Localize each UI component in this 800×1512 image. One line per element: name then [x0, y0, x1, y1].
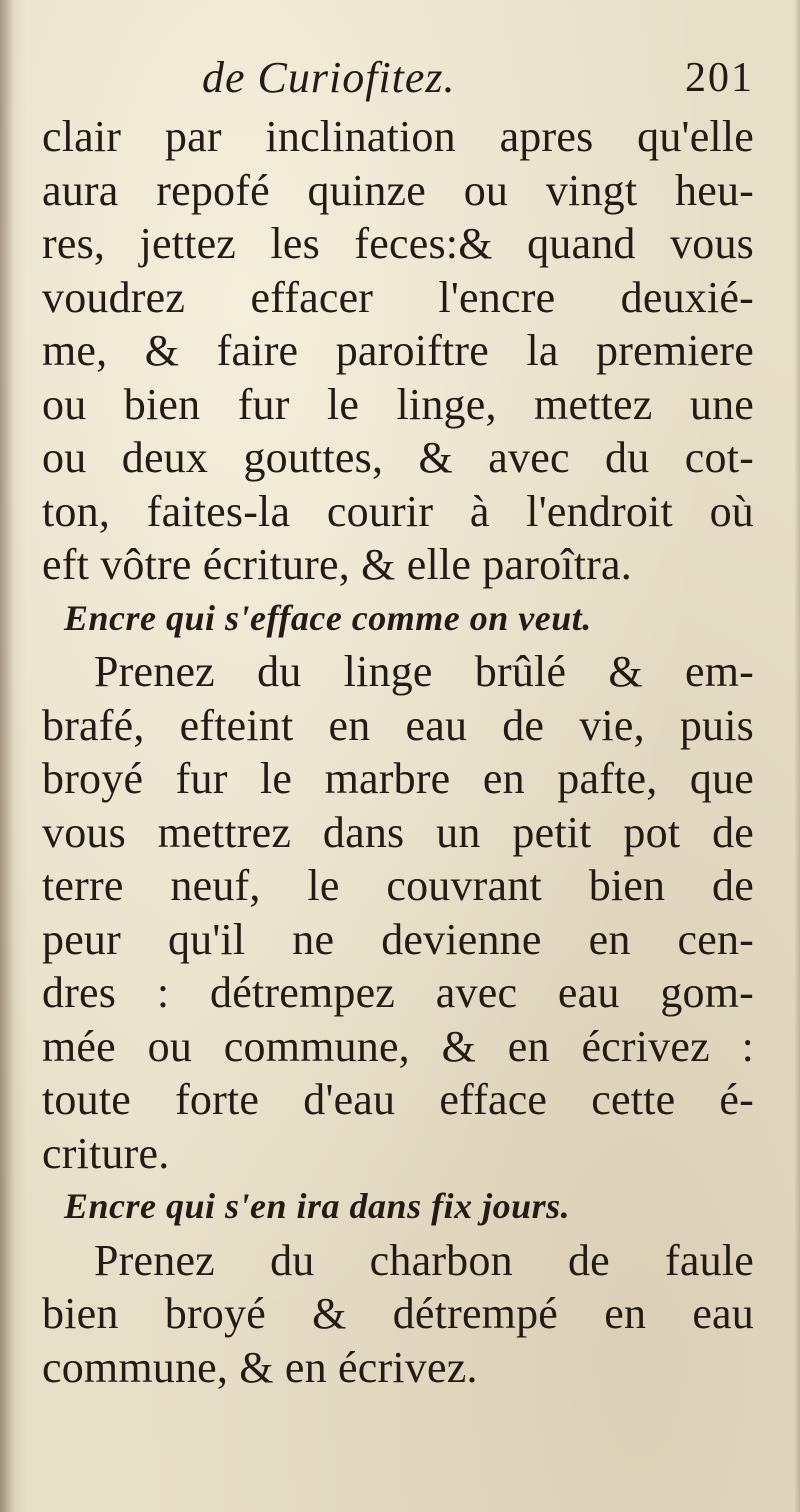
text-line: brafé, efteint en eau de vie, puis	[42, 700, 754, 750]
running-head-title: de Curiofitez.	[202, 53, 456, 102]
text-line: bien broyé & détrempé en eau	[42, 1289, 754, 1338]
text-line: res, jettez les feces:& quand vous	[42, 219, 754, 268]
page-number: 201	[685, 55, 754, 101]
text-line: ou deux gouttes, & avec du cot-	[42, 433, 754, 482]
text-line: voudrez effacer l'encre deuxié-	[42, 272, 754, 322]
text-line: mée ou commune, & en écrivez :	[42, 1021, 754, 1071]
text-line: dres : détrempez avec eau gom-	[42, 968, 754, 1017]
text-line: ton, faites-la courir à l'endroit où	[42, 486, 754, 536]
text-line: peur qu'il ne devienne en cen-	[42, 914, 754, 964]
text-line: Prenez du linge brûlé & em-	[94, 647, 754, 696]
text-line: terre neuf, le couvrant bien de	[42, 861, 754, 910]
text-line: broyé fur le marbre en pafte, que	[42, 754, 754, 803]
text-line: eft vôtre écriture, & elle paroîtra.	[42, 540, 632, 589]
gutter-shadow	[0, 0, 14, 1512]
text-line: aura repofé quinze ou vingt heu-	[42, 165, 754, 215]
page-text-block	[42, 48, 754, 1394]
text-line: commune, & en écrivez.	[42, 1342, 478, 1392]
text-line: me, & faire paroiftre la premiere	[42, 326, 754, 375]
text-line: toute forte d'eau efface cette é-	[42, 1075, 754, 1124]
section-heading: Encre qui s'efface comme on veut.	[64, 597, 592, 638]
running-head	[42, 48, 754, 110]
page-edge	[794, 0, 800, 1512]
text-line: ou bien fur le linge, mettez une	[42, 379, 754, 429]
text-line: criture.	[42, 1128, 170, 1178]
text-line: clair par inclination apres qu'elle	[42, 112, 754, 161]
text-line: Prenez du charbon de faule	[94, 1235, 754, 1285]
text-line: vous mettrez dans un petit pot de	[42, 807, 754, 857]
section-heading: Encre qui s'en ira dans fix jours.	[64, 1186, 571, 1226]
